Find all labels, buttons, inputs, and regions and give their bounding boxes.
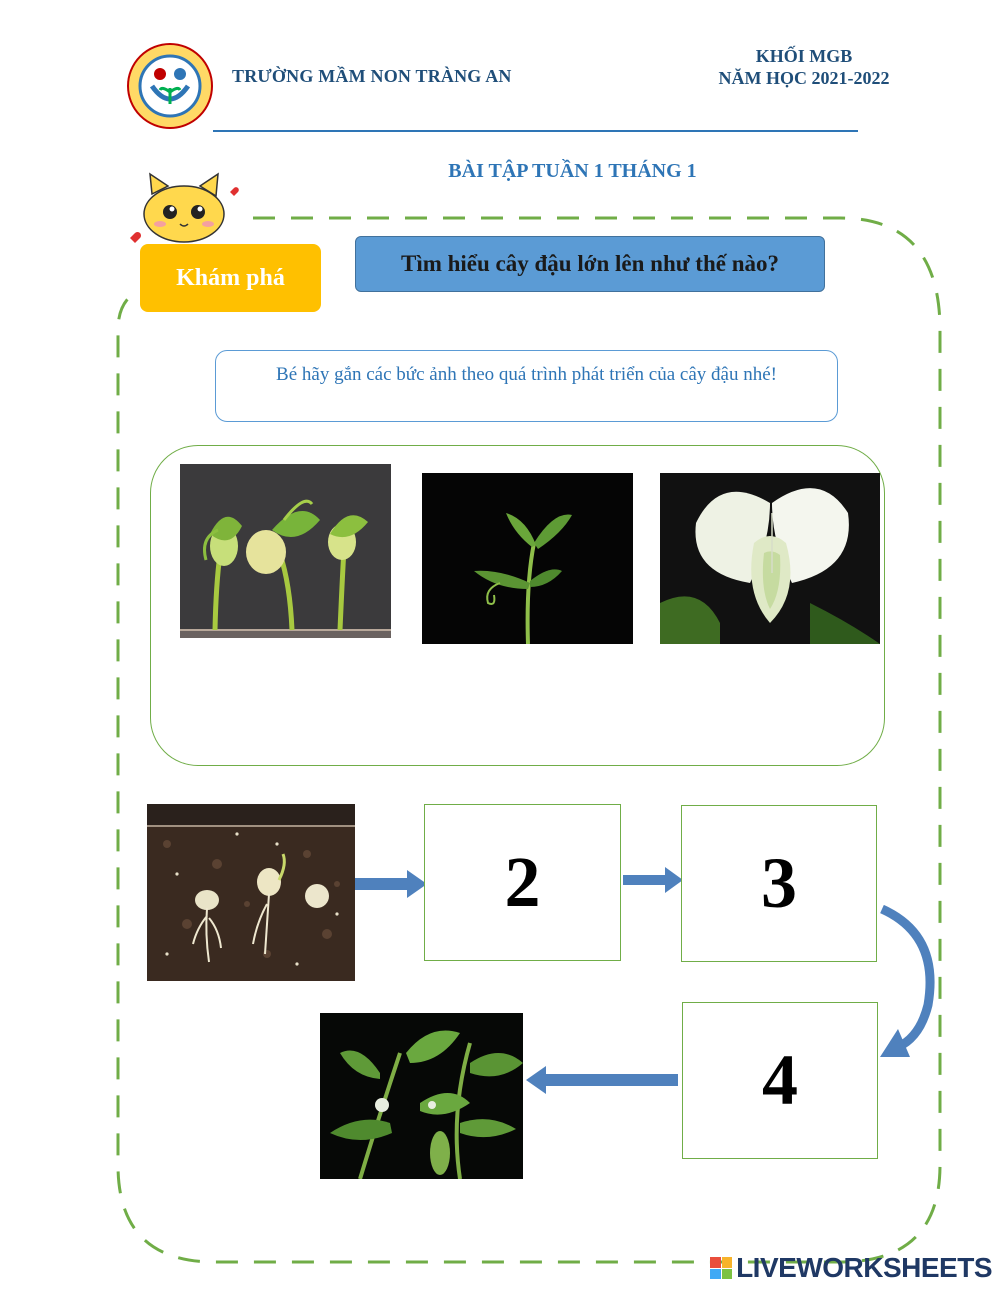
seeds-in-soil-photo: [147, 804, 355, 981]
grown-pea-plant-photo: [320, 1013, 523, 1179]
school-logo: [126, 42, 214, 130]
pea-flower-photo[interactable]: [660, 473, 880, 644]
curved-arrow-down: [876, 905, 942, 1065]
answer-box-4[interactable]: [682, 1002, 878, 1159]
arrow-right-1: [355, 870, 427, 898]
step-number-4: 4: [762, 1040, 798, 1120]
section-tag: Khám phá: [140, 244, 321, 312]
grade-year: [700, 45, 908, 89]
sheet-title: BÀI TẬP TUẦN 1 THÁNG 1: [448, 160, 697, 182]
answer-box-2[interactable]: [424, 804, 621, 961]
brand-text: LIVEWORKSHEETS: [736, 1252, 992, 1283]
instruction-box: [215, 350, 838, 422]
liveworksheets-logo-icon: [710, 1257, 732, 1279]
answer-box-3[interactable]: [681, 805, 877, 962]
topic-banner: Tìm hiểu cây đậu lớn lên như thế nào?: [355, 236, 825, 292]
arrow-right-2: [623, 867, 683, 893]
arrow-left: [526, 1066, 678, 1094]
step-number-2: 2: [504, 842, 541, 922]
school-name: TRƯỜNG MẦM NON TRÀNG AN: [232, 66, 512, 86]
instruction-text: Bé hãy gắn các bức ảnh theo quá trình phát triển của cây đậu nhé!: [276, 364, 777, 385]
grade-label: KHỐI MGB: [755, 46, 853, 66]
pea-seedling-photo[interactable]: [422, 473, 633, 644]
liveworksheets-brand: [710, 1252, 992, 1284]
bean-sprouts-photo[interactable]: [180, 464, 391, 638]
cat-mascot-icon: [124, 172, 242, 244]
school-year: NĂM HỌC 2021-2022: [718, 68, 890, 88]
header-divider: [213, 130, 858, 132]
step-number-3: 3: [761, 843, 797, 923]
